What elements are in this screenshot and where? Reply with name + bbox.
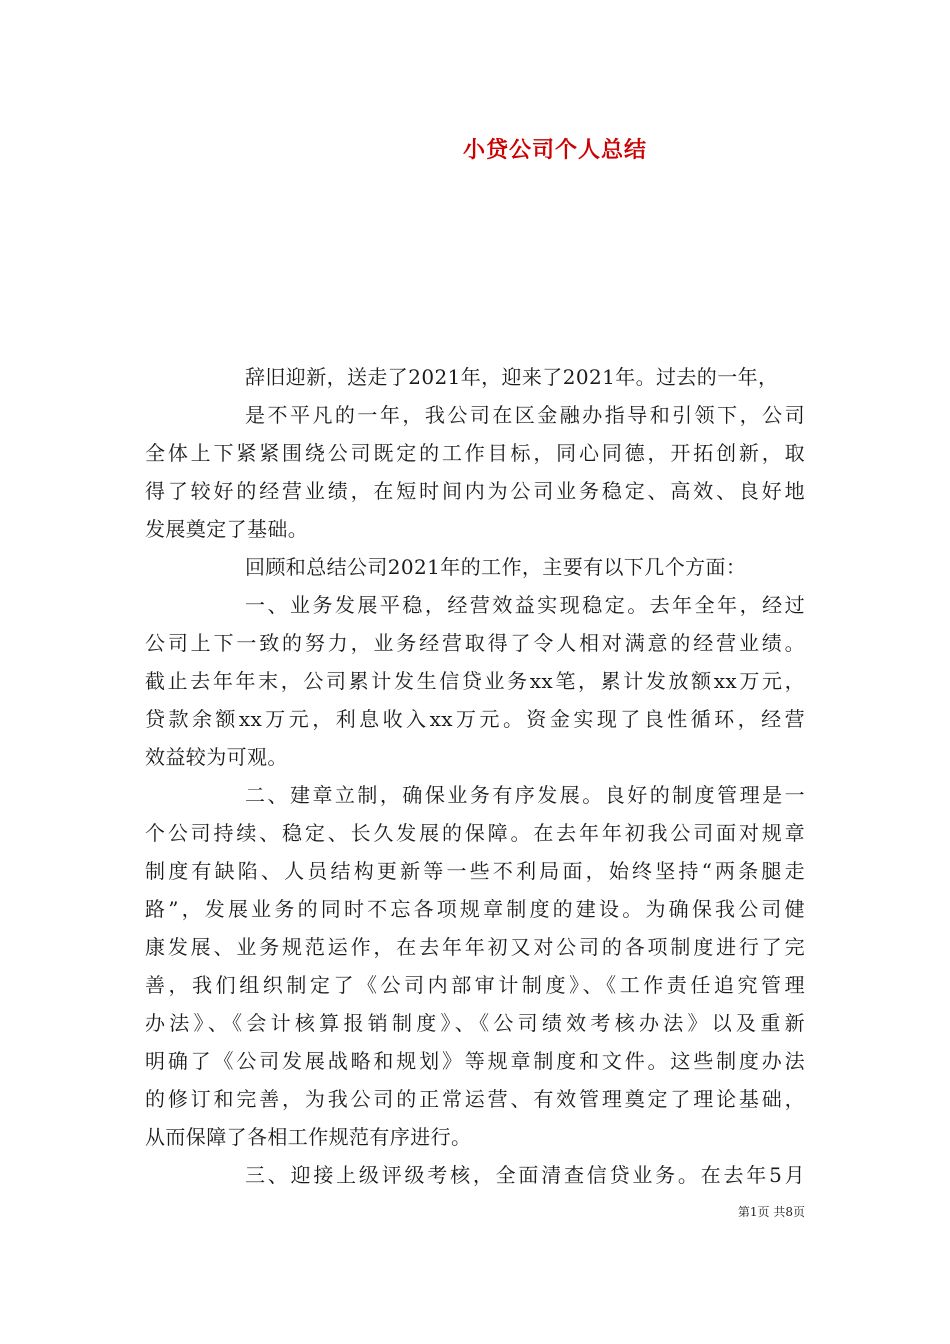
body-line: 贷款余额xx万元，利息收入xx万元。资金实现了良性循环，经营 <box>145 707 805 731</box>
body-line: 个公司持续、稳定、长久发展的保障。在去年年初我公司面对规章 <box>145 821 805 845</box>
body-line: 善，我们组织制定了《公司内部审计制度》、《工作责任追究管理 <box>145 973 805 997</box>
body-line: 从而保障了各相工作规范有序进行。 <box>145 1125 472 1149</box>
body-line: 的修订和完善，为我公司的正常运营、有效管理奠定了理论基础， <box>145 1087 805 1111</box>
body-line: 得了较好的经营业绩，在短时间内为公司业务稳定、高效、良好地 <box>145 479 805 503</box>
body-line: 全体上下紧紧围绕公司既定的工作目标，同心同德，开拓创新，取 <box>145 441 805 465</box>
body-line: 发展奠定了基础。 <box>145 517 309 541</box>
body-line: 二、建章立制，确保业务有序发展。良好的制度管理是一 <box>245 783 805 807</box>
body-line: 一、业务发展平稳，经营效益实现稳定。去年全年，经过 <box>245 593 805 617</box>
body-line: 回顾和总结公司2021年的工作，主要有以下几个方面： <box>245 555 747 579</box>
body-line: 截止去年年末，公司累计发生信贷业务xx笔，累计发放额xx万元， <box>145 669 805 693</box>
body-line: 效益较为可观。 <box>145 745 288 769</box>
body-line: 三、迎接上级评级考核，全面清查信贷业务。在去年5月 <box>245 1163 805 1187</box>
body-line: 公司上下一致的努力，业务经营取得了令人相对满意的经营业绩。 <box>145 631 805 655</box>
body-line: 办法》、《会计核算报销制度》、《公司绩效考核办法》以及重新 <box>145 1011 805 1035</box>
body-line: 明确了《公司发展战略和规划》等规章制度和文件。这些制度办法 <box>145 1049 805 1073</box>
body-line: 路”，发展业务的同时不忘各项规章制度的建设。为确保我公司健 <box>145 897 805 921</box>
page-number-footer: 第1页 共8页 <box>737 1205 805 1219</box>
body-line: 是不平凡的一年，我公司在区金融办指导和引领下，公司 <box>245 403 805 427</box>
body-line: 辞旧迎新，送走了2021年，迎来了2021年。过去的一年， <box>245 365 779 389</box>
document-body <box>145 358 805 1194</box>
body-line: 康发展、业务规范运作，在去年年初又对公司的各项制度进行了完 <box>145 935 805 959</box>
document-title: 小贷公司个人总结 <box>462 137 647 163</box>
body-line: 制度有缺陷、人员结构更新等一些不利局面，始终坚持“两条腿走 <box>145 859 805 883</box>
